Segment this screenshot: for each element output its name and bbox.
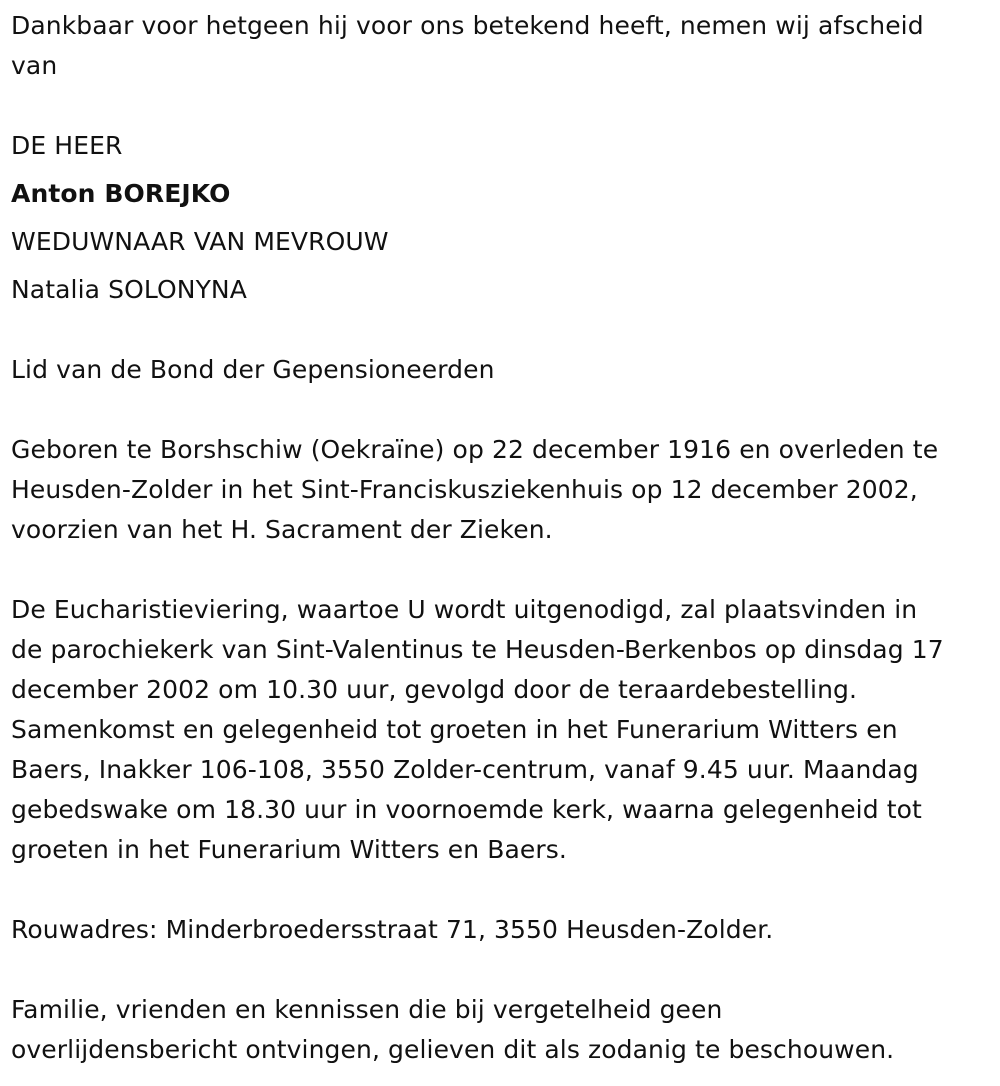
deceased-relation: WEDUWNAAR VAN MEVROUW — [11, 227, 389, 256]
spouse-name: Natalia SOLONYNA — [11, 275, 247, 304]
membership-line: Lid van de Bond der Gepensioneerden — [11, 355, 495, 384]
intro-line-2: van — [11, 51, 58, 80]
birth-death-line-3: voorzien van het H. Sacrament der Zieken. — [11, 515, 553, 544]
ceremony-line-3: december 2002 om 10.30 uur, gevolgd door de teraardebestelling. — [11, 675, 858, 704]
mourning-address: Rouwadres: Minderbroedersstraat 71, 3550 Heusden-Zolder. — [11, 915, 774, 944]
closing-line-2: overlijdensbericht ontvingen, gelieven dit als zodanig te beschouwen. — [11, 1035, 895, 1064]
ceremony-line-4: Samenkomst en gelegenheid tot groeten in het Funerarium Witters en — [11, 715, 898, 744]
deceased-title: DE HEER — [11, 131, 123, 160]
deceased-name: Anton BOREJKO — [11, 179, 231, 208]
intro-line-1: Dankbaar voor hetgeen hij voor ons betekend heeft, nemen wij afscheid — [11, 11, 924, 40]
birth-death-line-2: Heusden-Zolder in het Sint-Franciskusziekenhuis op 12 december 2002, — [11, 475, 918, 504]
ceremony-line-5: Baers, Inakker 106-108, 3550 Zolder-centrum, vanaf 9.45 uur. Maandag — [11, 755, 919, 784]
ceremony-line-1: De Eucharistieviering, waartoe U wordt uitgenodigd, zal plaatsvinden in — [11, 595, 918, 624]
closing-line-1: Familie, vrienden en kennissen die bij vergetelheid geen — [11, 995, 723, 1024]
ceremony-line-7: groeten in het Funerarium Witters en Baers. — [11, 835, 567, 864]
ceremony-line-2: de parochiekerk van Sint-Valentinus te Heusden-Berkenbos op dinsdag 17 — [11, 635, 944, 664]
ceremony-line-6: gebedswake om 18.30 uur in voornoemde kerk, waarna gelegenheid tot — [11, 795, 922, 824]
birth-death-line-1: Geboren te Borshschiw (Oekraïne) op 22 december 1916 en overleden te — [11, 435, 939, 464]
